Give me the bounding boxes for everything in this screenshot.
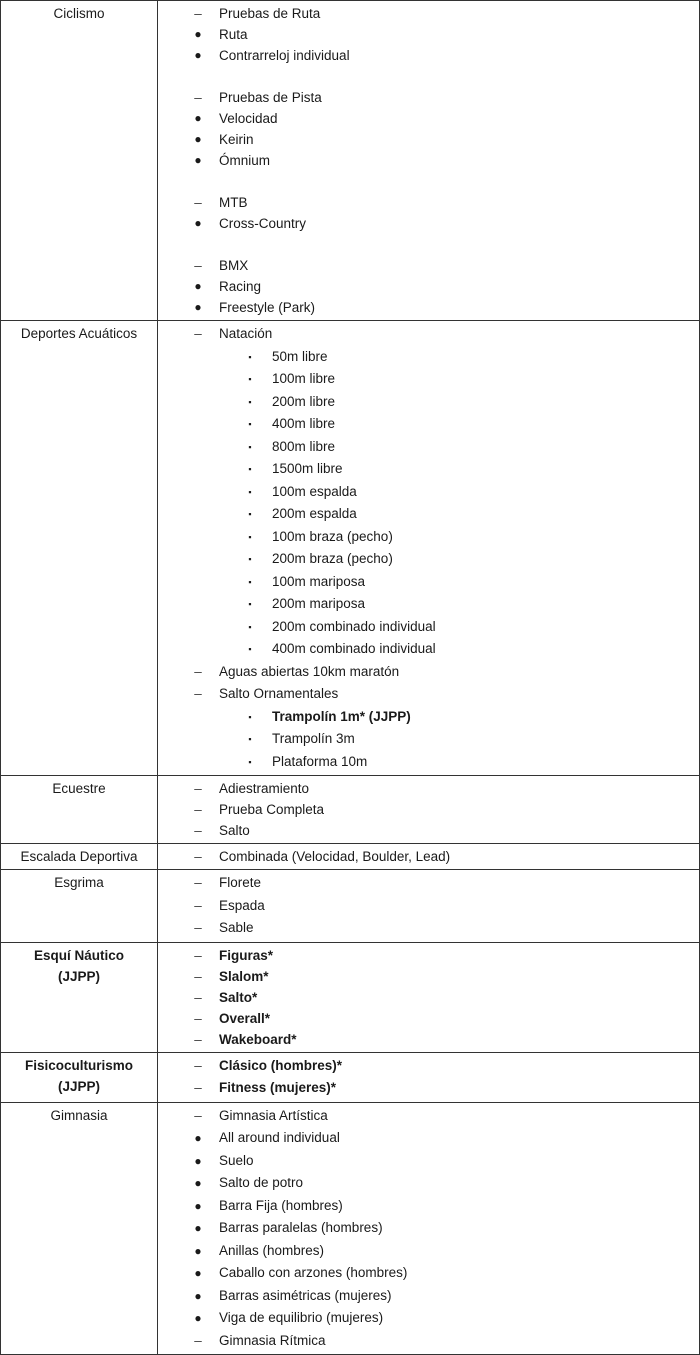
event-item [158,87,699,108]
events-cell [158,321,700,776]
bullet-marker: ● [194,1131,202,1145]
dash-marker: – [194,823,202,838]
event-label: Barras asimétricas (mujeres) [219,1287,392,1303]
event-item [158,548,699,571]
event-item [158,481,699,504]
dash-marker: – [194,1080,202,1095]
event-item [158,1008,699,1029]
sport-name: Escalada Deportiva [20,849,138,864]
event-label: Suelo [219,1152,254,1168]
event-item [158,683,699,706]
event-item [158,213,699,234]
event-item [158,3,699,24]
dash-marker: – [194,258,202,273]
event-label: Aguas abiertas 10km maratón [219,663,400,679]
square-bullet-marker: ▪ [248,711,252,722]
event-item [158,24,699,45]
event-label: Freestyle (Park) [219,300,316,315]
event-label: Sable [219,920,254,935]
event-item [158,917,699,940]
event-label: Contrarreloj individual [219,48,350,63]
dash-marker: – [194,875,202,890]
bullet-marker: ● [194,1198,202,1213]
event-label: Ruta [219,27,248,42]
event-label: BMX [219,258,249,273]
event-item [158,1150,699,1173]
event-label: Pruebas de Pista [219,90,322,105]
bullet-marker: ● [194,132,202,146]
square-bullet-marker: ▪ [248,599,252,609]
sport-name: Gimnasia [50,1107,108,1123]
event-label: All around individual [219,1130,340,1145]
event-item [158,150,699,171]
event-item [158,391,699,414]
dash-marker: – [194,326,202,341]
event-label: Trampolín 1m* (JJPP) [272,708,411,724]
sport-name: Deportes Acuáticos [20,326,138,341]
event-item [158,276,699,297]
bullet-marker: ● [194,1221,202,1235]
sport-name-cell [1,1052,158,1102]
dash-marker: – [194,1107,202,1123]
sport-name-cell [1,844,158,870]
square-bullet-marker: ▪ [248,509,252,519]
bullet-marker: ● [194,300,202,314]
event-item [158,458,699,481]
dash-marker: – [194,849,202,864]
event-label: 100m mariposa [272,573,366,589]
event-label: 50m libre [272,348,328,364]
event-label: 200m mariposa [272,596,366,611]
events-cell [158,776,700,844]
event-label: Viga de equilibrio (mujeres) [219,1310,384,1325]
event-item [158,1105,699,1128]
sport-name-cell [1,1,158,321]
sport-name-cell [1,321,158,776]
sport-name: Ciclismo [53,6,105,21]
event-label: 100m libre [272,371,336,386]
events-cell [158,1102,700,1355]
event-item [158,346,699,369]
event-item [158,728,699,751]
dash-marker: – [194,1332,202,1348]
square-bullet-marker: ▪ [248,374,252,384]
event-item [158,297,699,318]
event-label: Racing [219,279,262,294]
dash-marker: – [194,1057,202,1073]
event-label: Salto* [219,989,258,1005]
event-item [158,638,699,661]
event-label: Gimnasia Artística [219,1107,328,1123]
event-label: 200m libre [272,393,336,409]
event-item [158,1330,699,1353]
bullet-marker: ● [194,1176,202,1190]
event-item [158,108,699,129]
event-label: Figuras* [219,947,274,963]
bullet-marker: ● [194,1243,202,1258]
square-bullet-marker: ▪ [248,531,252,542]
bullet-marker: ● [194,111,202,125]
event-item [158,1172,699,1195]
event-item [158,1285,699,1308]
sport-name: (JJPP) [57,1078,101,1094]
dash-marker: – [194,802,202,817]
events-cell [158,1,700,321]
event-label: 100m braza (pecho) [272,528,393,544]
spacer [158,66,699,87]
event-label: Trampolín 3m [272,731,355,746]
event-label: Barras paralelas (hombres) [219,1220,383,1235]
dash-marker: – [194,897,202,913]
sport-name: Esgrima [54,875,104,890]
square-bullet-marker: ▪ [248,756,252,767]
table-row [1,1052,700,1102]
event-label: Clásico (hombres)* [219,1057,343,1073]
spacer [158,171,699,192]
dash-marker: – [194,6,202,21]
event-label: Florete [219,875,262,890]
bullet-marker: ● [194,1153,202,1168]
event-label: 400m libre [272,416,336,431]
event-item [158,129,699,150]
event-label: 400m combinado individual [272,641,436,656]
event-label: Barra Fija (hombres) [219,1197,343,1213]
event-item [158,799,699,820]
event-item [158,45,699,66]
sport-name: Fisicoculturismo [24,1057,134,1073]
event-label: Pruebas de Ruta [219,6,321,21]
event-item [158,1262,699,1285]
bullet-marker: ● [194,1266,202,1280]
sport-name-cell [1,776,158,844]
sport-name: (JJPP) [57,968,101,984]
event-item [158,1240,699,1263]
event-label: Fitness (mujeres)* [219,1080,337,1095]
table-body [1,1,700,1355]
sport-name-cell [1,942,158,1052]
square-bullet-marker: ▪ [248,486,252,497]
sport-name-cell [1,1102,158,1355]
event-item [158,778,699,799]
dash-marker: – [194,989,202,1005]
dash-marker: – [194,1031,202,1047]
square-bullet-marker: ▪ [248,576,252,587]
event-item [158,661,699,684]
event-item [158,846,699,867]
dash-marker: – [194,1010,202,1026]
event-label: Salto Ornamentales [219,686,339,701]
event-label: Caballo con arzones (hombres) [219,1265,408,1280]
event-item [158,616,699,639]
event-label: Ómnium [219,153,271,168]
event-item [158,571,699,594]
event-label: 200m braza (pecho) [272,551,393,566]
square-bullet-marker: ▪ [248,621,252,632]
events-cell [158,1052,700,1102]
bullet-marker: ● [194,153,202,167]
event-item [158,1127,699,1150]
square-bullet-marker: ▪ [248,734,252,744]
event-label: 200m combinado individual [272,618,436,634]
event-item [158,503,699,526]
table-row [1,1,700,321]
table-row [1,942,700,1052]
event-item [158,323,699,346]
event-label: Salto de potro [219,1175,304,1190]
event-item [158,1029,699,1050]
dash-marker: – [194,920,202,935]
bullet-marker: ● [194,216,202,230]
event-label: Salto [219,823,250,838]
event-item [158,966,699,987]
bullet-marker: ● [194,48,202,62]
dash-marker: – [194,968,202,984]
event-label: Overall* [219,1010,271,1026]
square-bullet-marker: ▪ [248,419,252,429]
table-row [1,844,700,870]
dash-marker: – [194,90,202,105]
event-label: Cross-Country [219,216,307,231]
dash-marker: – [194,663,202,679]
table-row [1,870,700,943]
bullet-marker: ● [194,279,202,293]
event-label: Anillas (hombres) [219,1242,325,1258]
event-item [158,593,699,616]
sport-name: Esquí Náutico [33,947,124,963]
events-cell [158,870,700,943]
dash-marker: – [194,195,202,210]
event-item [158,526,699,549]
event-item [158,945,699,966]
event-label: Slalom* [219,968,269,984]
dash-marker: – [194,947,202,963]
event-item [158,1077,699,1100]
dash-marker: – [194,781,202,796]
spacer [158,234,699,255]
event-label: 800m libre [272,438,336,454]
square-bullet-marker: ▪ [248,464,252,474]
event-item [158,820,699,841]
bullet-marker: ● [194,1288,202,1303]
event-item [158,436,699,459]
sport-name: Ecuestre [52,781,106,796]
event-label: Espada [219,897,265,913]
event-label: Gimnasia Rítmica [219,1332,326,1348]
event-item [158,192,699,213]
event-item [158,1307,699,1330]
table-row [1,1102,700,1355]
event-item [158,987,699,1008]
table-row [1,776,700,844]
event-label: MTB [219,195,248,210]
event-item [158,706,699,729]
event-item [158,1195,699,1218]
event-label: Adiestramiento [219,781,310,796]
square-bullet-marker: ▪ [248,554,252,564]
event-item [158,368,699,391]
table-row [1,321,700,776]
event-item [158,255,699,276]
dash-marker: – [194,686,202,701]
event-label: Plataforma 10m [272,753,368,769]
event-label: Velocidad [219,111,278,126]
square-bullet-marker: ▪ [248,396,252,407]
event-item [158,872,699,895]
event-label: Natación [219,326,273,341]
square-bullet-marker: ▪ [248,351,252,362]
square-bullet-marker: ▪ [248,644,252,654]
bullet-marker: ● [194,27,202,41]
event-item [158,1055,699,1078]
event-label: Prueba Completa [219,802,325,817]
event-label: 100m espalda [272,483,357,499]
event-label: Combinada (Velocidad, Boulder, Lead) [219,849,451,864]
event-label: 1500m libre [272,461,343,476]
event-label: Keirin [219,132,254,147]
event-item [158,751,699,774]
sport-name-cell [1,870,158,943]
event-item [158,413,699,436]
bullet-marker: ● [194,1311,202,1325]
event-label: 200m espalda [272,506,357,521]
event-item [158,1217,699,1240]
events-cell [158,844,700,870]
events-cell [158,942,700,1052]
event-item [158,895,699,918]
square-bullet-marker: ▪ [248,441,252,452]
event-label: Wakeboard* [219,1031,297,1047]
